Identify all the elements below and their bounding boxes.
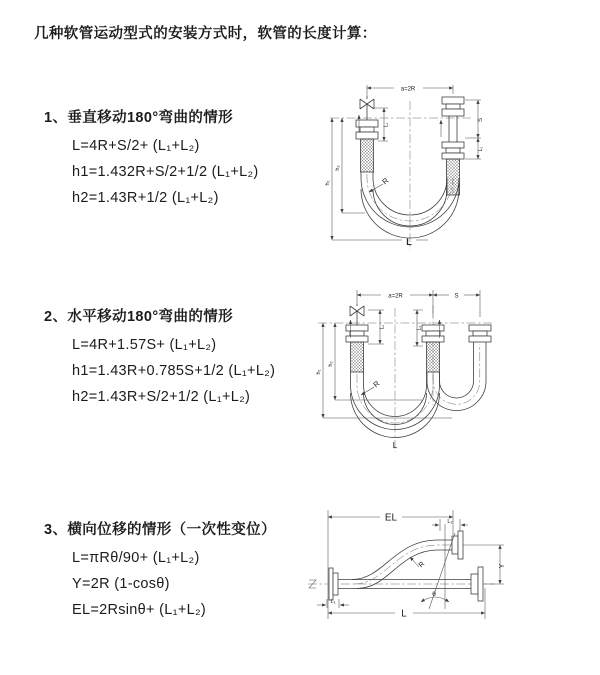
formula-line: L=πRθ/90+ (L₁+L₂) (72, 550, 200, 566)
dim-label-l2: L₂ (416, 325, 423, 331)
dim-label-l1: L₁ (383, 122, 390, 128)
dim-label-h2: h₂ (335, 165, 341, 171)
section-2-formulas (44, 332, 275, 410)
formula-line: h1=1.43R+0.785S+1/2 (L₁+L₂) (72, 363, 276, 379)
section-1-formulas (44, 133, 259, 211)
length-label: L (392, 441, 398, 450)
section-3-heading: 3、横向位移的情形（一次性变位） (44, 522, 276, 538)
section-3-formulas (44, 545, 276, 623)
page-title: 几种软管运动型式的安装方式时，软管的长度计算： (34, 26, 377, 42)
section-2-heading: 2、水平移动180°弯曲的情形 (44, 309, 234, 325)
length-label: L (406, 237, 412, 247)
diagram-lateral-displacement (300, 495, 600, 665)
dim-label-l1: L₁ (330, 599, 336, 605)
formula-line: L=4R+S/2+ (L₁+L₂) (72, 138, 200, 154)
dim-label-h1: h₁ (316, 369, 322, 375)
dim-label-h1: h₁ (325, 180, 331, 186)
angle-label: θ (432, 591, 436, 598)
dim-label-a2r: a=2R (400, 86, 416, 93)
formula-line: L=4R+1.57S+ (L₁+L₂) (72, 337, 217, 353)
section-1 (44, 106, 259, 211)
section-2 (44, 305, 275, 410)
dim-label-l1: L₁ (379, 324, 386, 330)
formula-line: Y=2R (1-cosθ) (72, 576, 170, 592)
formula-line: h1=1.432R+S/2+1/2 (L₁+L₂) (72, 164, 259, 180)
formula-line: EL=2Rsinθ+ (L₁+L₂) (72, 602, 207, 618)
radius-label: R (371, 378, 382, 390)
diagram-vertical-180-bend (310, 75, 600, 255)
dim-label-y: Y (499, 563, 506, 569)
dim-label-el: EL (384, 512, 398, 524)
radius-label: R (417, 560, 427, 570)
radius-label: R (380, 175, 391, 187)
dim-label-a2r: a=2R (388, 293, 403, 300)
dim-label-l: L (401, 608, 407, 620)
formula-line: h2=1.43R+1/2 (L₁+L₂) (72, 190, 219, 206)
dim-label-h2: h₂ (328, 361, 334, 367)
dim-label-s: S (478, 117, 484, 123)
dim-label-s: S (454, 293, 459, 300)
dim-label-l2: L₂ (447, 519, 453, 525)
formula-line: h2=1.43R+S/2+1/2 (L₁+L₂) (72, 389, 251, 405)
diagram-horizontal-180-bend (310, 280, 600, 460)
section-1-heading: 1、垂直移动180°弯曲的情形 (44, 110, 234, 126)
dim-label-l2: L₂ (478, 146, 484, 152)
section-3 (44, 518, 276, 623)
